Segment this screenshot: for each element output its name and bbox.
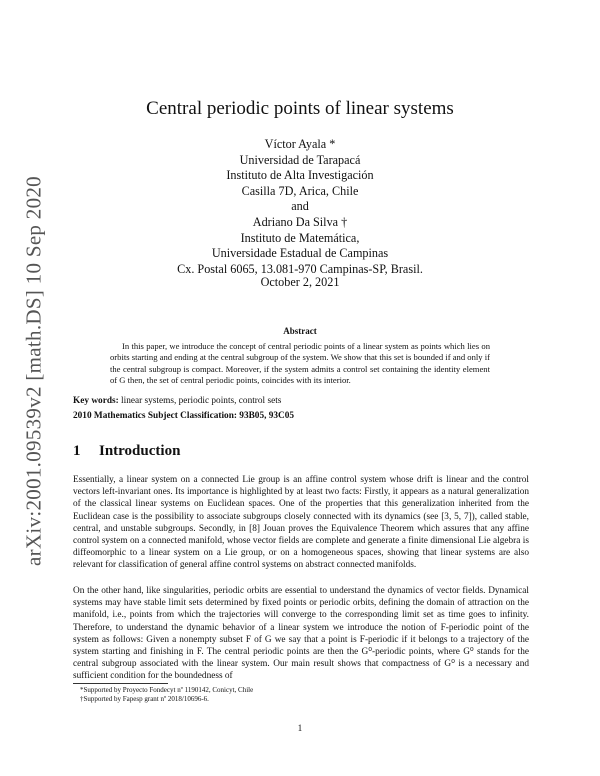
abstract-text: In this paper, we introduce the concept of central periodic points of a linear system as points which lies on orbits starting and ending at the central subgroup of the system. We show that this set is bounded if and only if the central subgroup is compact. Moreover, if the system admits a control set containing the identity element of G then, the set of central periodic points, coincides with its interior. [110, 341, 490, 385]
keywords-label: Key words: [73, 396, 119, 406]
section-title: Introduction [99, 443, 181, 459]
author-line: Instituto de Matemática, [240, 230, 360, 245]
author-line: Instituto de Alta Investigación [226, 168, 374, 183]
author-line: Adriano Da Silva † [252, 214, 348, 229]
keywords-line [73, 396, 281, 406]
keywords-text: linear systems, periodic points, control sets [121, 396, 282, 406]
author-line: and [291, 199, 309, 214]
msc-codes: 93B05, 93C05 [239, 411, 295, 421]
paper-title: Central periodic points of linear systems [146, 98, 454, 119]
author-line: Víctor Ayala * [264, 137, 336, 151]
section-heading [73, 443, 180, 460]
msc-line [73, 411, 294, 421]
author-line: Casilla 7D, Arica, Chile [241, 183, 359, 198]
body-paragraph: On the other hand, like singularities, periodic orbits are essential to understand the dynamics of vector fields. Dynamical systems may have stable limit sets determined by fixed points or periodic orbits, defining the domain of attraction on the manifold, i.e., points from which the trajectories will converge to the corresponding limit set as time goes to infinity. Therefore, to understand the dynamic behavior of a linear system we introduce the notion of F-periodic point of the system as follows: Given a nonempty subset F of G we say that a point is F-periodic if it belongs to a trajectory of the system starting and finishing in F. The central periodic points are then the G⁰-periodic points, where G⁰ stands for the central subgroup associated with the linear system. Our main result shows that compactness of G⁰ is a necessary and sufficient condition for the boundedness of [73, 586, 529, 682]
page-number: 1 [297, 724, 303, 734]
author-affiliations [0, 137, 600, 277]
author-line: Cx. Postal 6065, 13.081-970 Campinas-SP, Brasil. [177, 261, 423, 276]
footnote-rule [73, 683, 168, 684]
author-line: Universidade Estadual de Campinas [211, 246, 389, 261]
section-number: 1 [73, 443, 81, 459]
paper-date: October 2, 2021 [260, 275, 340, 289]
body-paragraph: Essentially, a linear system on a connected Lie group is an affine control system whose drift is linear and the control vectors left-invariant ones. Its importance is highlighted by at least two facts: Firstly, it appears as a natural generalization of the classical linear systems on Euclidean spaces. One of the properties that this generalization inherited from the Euclidean case is the possibility to associate subgroups closely connected with its dynamics (see [3, 5, 7]), called stable, central, and unstable subgroups. Secondly, in [8] Jouan proves the Equivalence Theorem which assures that any affine control system on a connected manifold, whose vector fields are complete and generate a finite dimensional Lie algebra is diffeomorphic to a linear system on a Lie group, or on a homogeneous spaces, showing that linear systems are also relevant for classification of general affine control systems on abstract connected manifolds. [73, 475, 529, 571]
arxiv-identifier-text: arXiv:2001.09539v2 [math.DS] 10 Sep 2020 [21, 176, 46, 566]
abstract-heading: Abstract [283, 326, 317, 336]
msc-label: 2010 Mathematics Subject Classification: [73, 411, 237, 421]
footnote: *Supported by Proyecto Fondecyt nº 1190142, Conicyt, Chile [80, 686, 254, 694]
footnote: †Supported by Fapesp grant nº 2018/10696-6. [80, 695, 209, 703]
author-line: Universidad de Tarapacá [239, 152, 361, 167]
